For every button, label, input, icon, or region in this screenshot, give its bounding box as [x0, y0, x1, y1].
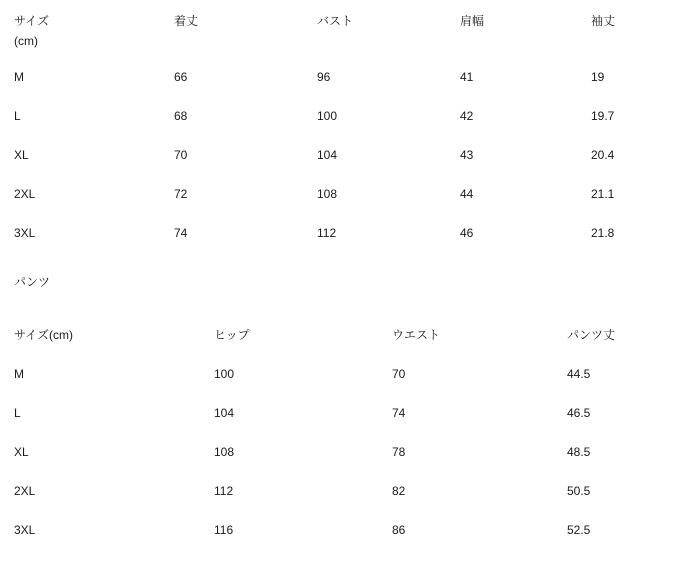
- cell-size: XL: [14, 148, 29, 162]
- cell-shoulder: 41: [460, 70, 474, 84]
- table-row: [14, 97, 681, 136]
- pants-header-size: サイズ(cm): [14, 328, 74, 342]
- cell-waist: 74: [392, 406, 406, 420]
- cell-length: 72: [174, 187, 188, 201]
- pants-header-waist: ウエスト: [392, 328, 441, 342]
- table-row: [14, 394, 681, 433]
- cell-shoulder: 44: [460, 187, 474, 201]
- table-row: [14, 214, 681, 253]
- cell-hip: 108: [214, 445, 235, 459]
- cell-sleeve: 19.7: [591, 109, 615, 123]
- tops-header-size-line2: (cm): [14, 34, 38, 48]
- pants-table-body: [14, 355, 681, 550]
- pants-table-header: [14, 315, 681, 355]
- pants-header-hip: ヒップ: [214, 328, 250, 342]
- cell-size: 3XL: [14, 523, 36, 537]
- pants-table-wrapper: [14, 315, 681, 550]
- table-row: [14, 472, 681, 511]
- cell-sleeve: 21.1: [591, 187, 615, 201]
- cell-size: M: [14, 70, 24, 84]
- cell-hip: 112: [214, 484, 234, 498]
- cell-inseam: 52.5: [567, 523, 591, 537]
- cell-size: 3XL: [14, 226, 36, 240]
- cell-sleeve: 19: [591, 70, 605, 84]
- cell-shoulder: 42: [460, 109, 474, 123]
- tops-table-body: [14, 58, 681, 253]
- cell-bust: 100: [317, 109, 338, 123]
- cell-shoulder: 46: [460, 226, 474, 240]
- tops-header-shoulder: 肩幅: [460, 14, 485, 28]
- cell-hip: 116: [214, 523, 234, 537]
- tops-size-table: [14, 0, 681, 253]
- cell-inseam: 50.5: [567, 484, 591, 498]
- cell-sleeve: 21.8: [591, 226, 615, 240]
- cell-size: XL: [14, 445, 29, 459]
- tops-table-header: [14, 0, 681, 58]
- cell-size: M: [14, 367, 24, 381]
- table-row: [14, 355, 681, 394]
- pants-header-inseam: パンツ丈: [567, 328, 616, 342]
- table-row: [14, 136, 681, 175]
- table-row: [14, 175, 681, 214]
- table-header-row: [14, 0, 681, 58]
- pants-size-table: [14, 315, 681, 550]
- cell-sleeve: 20.4: [591, 148, 615, 162]
- cell-inseam: 48.5: [567, 445, 591, 459]
- cell-hip: 100: [214, 367, 235, 381]
- cell-waist: 78: [392, 445, 406, 459]
- pants-section-title: パンツ: [14, 275, 51, 289]
- cell-waist: 82: [392, 484, 406, 498]
- cell-waist: 86: [392, 523, 406, 537]
- cell-length: 74: [174, 226, 188, 240]
- tops-header-bust: バスト: [317, 14, 354, 28]
- cell-bust: 104: [317, 148, 338, 162]
- tops-header-length: 着丈: [174, 14, 199, 28]
- cell-bust: 108: [317, 187, 338, 201]
- cell-inseam: 44.5: [567, 367, 591, 381]
- cell-bust: 96: [317, 70, 331, 84]
- cell-inseam: 46.5: [567, 406, 591, 420]
- cell-size: 2XL: [14, 484, 36, 498]
- cell-length: 70: [174, 148, 188, 162]
- cell-length: 66: [174, 70, 188, 84]
- table-row: [14, 58, 681, 97]
- cell-size: L: [14, 406, 21, 420]
- cell-bust: 112: [317, 226, 337, 240]
- cell-size: L: [14, 109, 21, 123]
- tops-header-sleeve: 袖丈: [591, 14, 616, 28]
- tops-header-size-line1: サイズ: [14, 14, 50, 28]
- table-header-row: [14, 315, 681, 355]
- cell-size: 2XL: [14, 187, 36, 201]
- cell-waist: 70: [392, 367, 406, 381]
- table-row: [14, 433, 681, 472]
- table-row: [14, 511, 681, 550]
- tops-header-size: [14, 0, 174, 58]
- cell-length: 68: [174, 109, 188, 123]
- cell-hip: 104: [214, 406, 235, 420]
- cell-shoulder: 43: [460, 148, 474, 162]
